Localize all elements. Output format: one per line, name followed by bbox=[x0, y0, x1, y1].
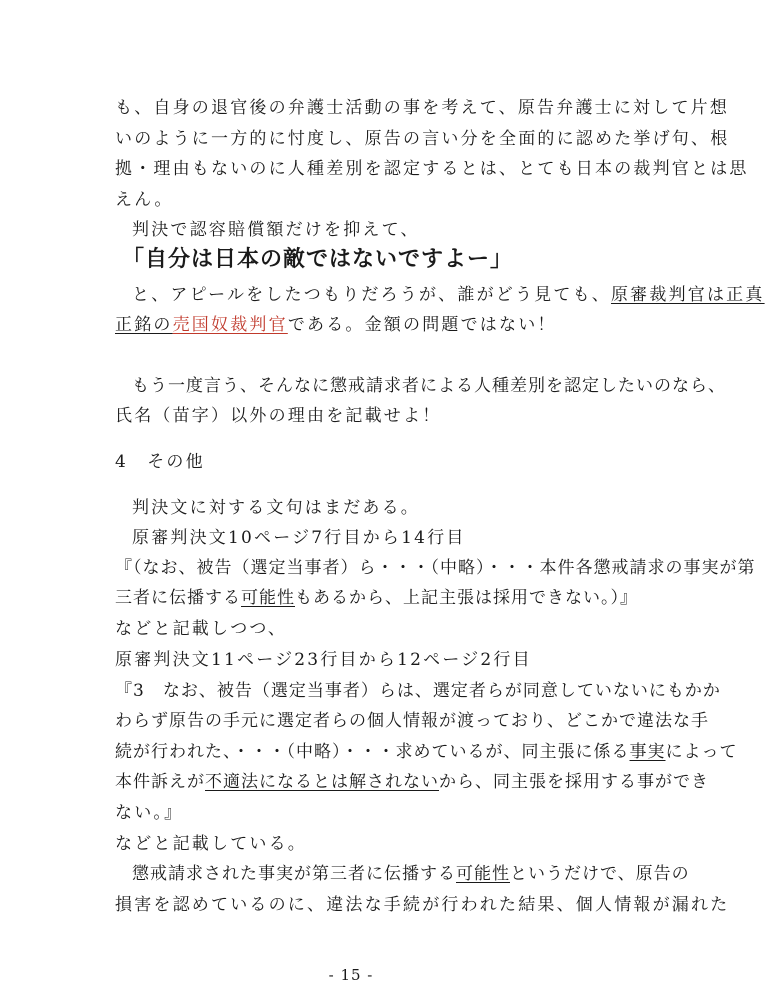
para2-line4-text: である。金額の問題ではない！ bbox=[287, 315, 557, 335]
underlined-improper: 不適法になるとは解されない bbox=[205, 772, 439, 792]
quote2-line3 bbox=[115, 740, 738, 764]
para2-line3-text: と、アピールをしたつもりだろうが、誰がどう見ても、 bbox=[132, 285, 611, 305]
quote2-line4-a: 本件訴えが bbox=[115, 772, 205, 792]
quote1-line1: 『（なお、被告（選定当事者）ら・・・（中略）・・・本件各懲戒請求の事実が第 bbox=[115, 558, 756, 578]
quote2-line5: ない。』 bbox=[115, 803, 184, 823]
quote2-line4 bbox=[115, 770, 709, 794]
quote2-line1: 『3 なお、被告（選定当事者）らは、選定者らが同意していないにもかか bbox=[115, 681, 721, 701]
section4-line4-c: というだけで、原告の bbox=[510, 864, 690, 884]
para2-line4 bbox=[115, 313, 557, 337]
section4-heading: 4 その他 bbox=[115, 452, 205, 472]
red-underlined-term: 売国奴裁判官 bbox=[172, 315, 288, 335]
para1-line1: も、自身の退官後の弁護士活動の事を考えて、原告弁護士に対して片想 bbox=[115, 98, 730, 118]
para2-line3 bbox=[132, 283, 765, 307]
page-number: - 15 - bbox=[328, 966, 374, 984]
underlined-fact: 事実 bbox=[629, 742, 666, 762]
section4-line2: などと記載しつつ、 bbox=[115, 619, 288, 639]
para3-line2: 氏名（苗字）以外の理由を記載せよ！ bbox=[115, 406, 442, 426]
quote1-line2 bbox=[115, 586, 638, 610]
section4-line3: などと記載している。 bbox=[115, 834, 307, 854]
underlined-possibility-1: 可能性 bbox=[241, 588, 295, 608]
quote1-line2-c: もあるから、上記主張は採用できない。）』 bbox=[295, 588, 638, 608]
underlined-seimei: 正銘の bbox=[115, 315, 173, 335]
para2-line1: 判決で認容賠償額だけを抑えて、 bbox=[132, 220, 420, 240]
section4-line1: 判決文に対する文句はまだある。 bbox=[132, 498, 420, 518]
emphasis-quote: 「自分は日本の敵ではないですよー」 bbox=[122, 246, 514, 272]
quote2-line2: わらず原告の手元に選定者らの個人情報が渡っており、どこかで違法な手 bbox=[115, 711, 709, 731]
underlined-judge-text: 原審裁判官は正真 bbox=[610, 285, 765, 305]
quote2-line3-c: によって bbox=[665, 742, 738, 762]
section4-line5: 損害を認めているのに、違法な手続が行われた結果、個人情報が漏れた bbox=[115, 895, 730, 915]
section4-ref1: 原審判決文10ページ7行目から14行目 bbox=[132, 528, 466, 548]
para3-line1: もう一度言う、そんなに懲戒請求者による人種差別を認定したいのなら、 bbox=[132, 376, 726, 396]
quote2-line3-a: 続が行われた、・・・（中略）・・・求めているが、同主張に係る bbox=[115, 742, 630, 762]
section4-line4-a: 懲戒請求された事実が第三者に伝播する bbox=[132, 864, 456, 884]
quote1-line2-a: 三者に伝播する bbox=[115, 588, 241, 608]
para1-line2: いのように一方的に忖度し、原告の言い分を全面的に認めた挙げ句、根 bbox=[115, 129, 730, 149]
quote2-line4-c: から、同主張を採用する事ができ bbox=[439, 772, 709, 792]
section4-line4 bbox=[132, 862, 690, 886]
para1-line3: 拠・理由もないのに人種差別を認定するとは、とても日本の裁判官とは思 bbox=[115, 159, 749, 179]
para1-line4: えん。 bbox=[115, 190, 174, 210]
section4-ref2: 原審判決文11ページ23行目から12ページ2行目 bbox=[115, 650, 532, 670]
underlined-possibility-2: 可能性 bbox=[456, 864, 510, 884]
